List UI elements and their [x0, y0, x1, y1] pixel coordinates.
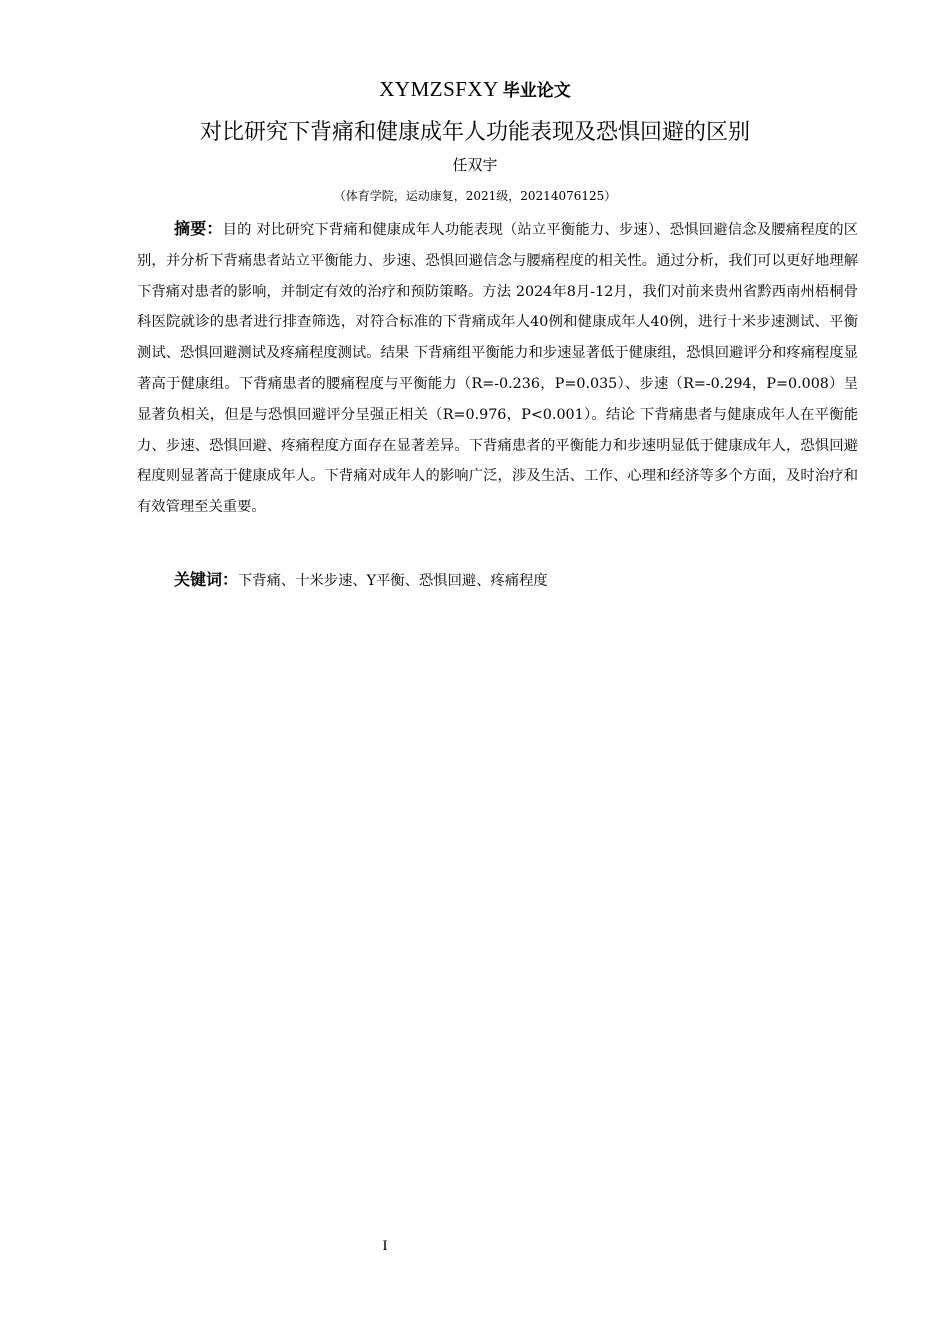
header-code: XYMZSFXY	[379, 77, 499, 101]
abstract-label: 摘要：	[174, 219, 223, 238]
abstract-text: 目的 对比研究下背痛和健康成年人功能表现（站立平衡能力、步速）、恐惧回避信念及腰痛程度的区别，并分析下背痛患者站立平衡能力、步速、恐惧回避信念与腰痛程度的相关性。通过分析，我们可以更好地理解下背痛对患者的影响，并制定有效的治疗和预防策略。方法 2024年8月-12月，我们对前来贵州省黔西南州梧桐骨科医院就诊的患者进行排查筛选，对符合标准的下背痛成年人40例和健康成年人40例，进行十米步速测试、平衡测试、恐惧回避测试及疼痛程度测试。结果 下背痛组平衡能力和步速显著低于健康组，恐惧回避评分和疼痛程度显著高于健康组。下背痛患者的腰痛程度与平衡能力（R=-0.236，P=0.035）、步速（R=-0.294，P=0.008）呈显著负相关，但是与恐惧回避评分呈强正相关（R=0.976，P<0.001）。结论 下背痛患者与健康成年人在平衡能力、步速、恐惧回避、疼痛程度方面存在显著差异。下背痛患者的平衡能力和步速明显低于健康成年人，恐惧回避程度则显著高于健康成年人。下背痛对成年人的影响广泛，涉及生活、工作、心理和经济等多个方面，及时治疗和有效管理至关重要。	[137, 222, 858, 516]
paper-title: 对比研究下背痛和健康成年人功能表现及恐惧回避的区别	[199, 120, 750, 145]
keywords-label: 关键词：	[174, 570, 239, 589]
abstract-paragraph	[137, 214, 858, 523]
page-number: I	[382, 1238, 388, 1254]
keywords-text: 下背痛、十米步速、Y平衡、恐惧回避、疼痛程度	[238, 573, 548, 589]
header-suffix: 毕业论文	[502, 81, 571, 101]
author-name: 任双宇	[452, 156, 498, 174]
keywords-paragraph	[137, 566, 858, 595]
running-header	[0, 76, 950, 104]
author-affiliation: （体育学院，运动康复，2021级，20214076125）	[333, 189, 617, 203]
